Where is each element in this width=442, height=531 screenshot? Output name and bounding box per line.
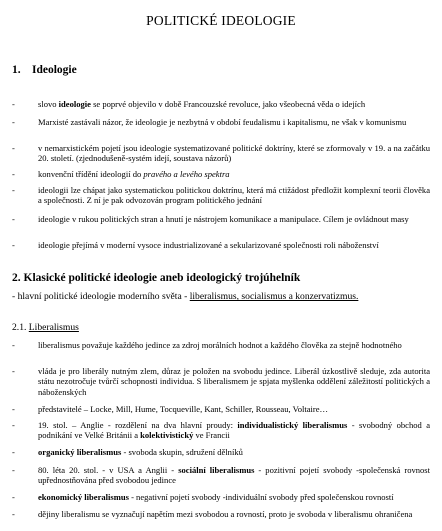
section-2-subtitle: - hlavní politické ideologie moderního světa - liberalismus, socialismus a konzervatizmus. bbox=[12, 291, 359, 302]
section-1-title: Ideologie bbox=[32, 64, 77, 76]
list-item-text: organický liberalismus - svoboda skupin, sdružení dělníků bbox=[38, 447, 243, 457]
list-item-text: Marxisté zastávali názor, že ideologie je nezbytná v období feudalismu i kapitalismu, ne však v komunismu bbox=[38, 117, 407, 127]
section-2-1-heading: 2.1. Liberalismus bbox=[12, 322, 79, 333]
document-title: POLITICKÉ IDEOLOGIE bbox=[146, 13, 296, 28]
list-item-text: liberalismus považuje každého jedince za zdroj morálních hodnot a každého člověka za stejně hodnotného bbox=[38, 340, 402, 350]
bullet-dash: - bbox=[12, 404, 15, 414]
list-item-text: ideologie přejímá v moderní vysoce industrializované a sekularizované společnosti roli náboženství bbox=[38, 240, 379, 250]
section-2-heading: 2. Klasické politické ideologie aneb ideologický trojúhelník bbox=[12, 272, 301, 284]
bullet-dash: - bbox=[12, 492, 15, 502]
bullet-dash: - bbox=[12, 465, 15, 475]
list-item-text: slovo ideologie se poprvé objevilo v době Francouzské revoluce, jako všeobecná věda o idejích bbox=[38, 99, 366, 109]
list-item-text: konvenční třídění ideologií do pravého a levého spektra bbox=[38, 169, 230, 179]
section-1-heading bbox=[12, 64, 77, 76]
list-item-text: ideologie v rukou politických stran a hnutí je nástrojem komunikace a manipulace. Cílem je ovládnout masy bbox=[38, 214, 409, 224]
list-item-text: 80. léta 20. stol. - v USA a Anglii - sociální liberalismus - pozitivní pojetí svobody -společenská rovnost upřednostňována před svobodou jedince bbox=[38, 465, 430, 486]
bullet-dash: - bbox=[12, 366, 15, 376]
bullet-dash: - bbox=[12, 420, 15, 430]
bullet-dash: - bbox=[12, 143, 15, 153]
list-item-text: ekonomický liberalismus - negativní pojetí svobody -individuální svobody před společenskou rovností bbox=[38, 492, 394, 502]
bullet-dash: - bbox=[12, 240, 15, 250]
list-item-text: vláda je pro liberály nutným zlem, důraz je položen na svobodu jedince. Liberál úzkostlivě sleduje, zda autorita státu nezotročuje tvůrčí schopnosti individua. S liberalismem je spjata myšlenka oddělení záležitostí politických a náboženských bbox=[38, 366, 430, 397]
list-item-text: 19. stol. – Anglie - rozdělení na dva hlavní proudy: individualistický liberalismus - svobodný obchod a podnikání ve Velké Británii a kolektivistický ve Francii bbox=[38, 420, 430, 441]
bullet-dash: - bbox=[12, 99, 15, 109]
bullet-dash: - bbox=[12, 340, 15, 350]
list-item-text: v nemarxistickém pojetí jsou ideologie systematizované politické doktríny, které se zformovaly v 19. a na začátku 20. století. (zjednodušeně-systém idejí, soustava názorů) bbox=[38, 143, 430, 164]
bullet-dash: - bbox=[12, 447, 15, 457]
bullet-dash: - bbox=[12, 185, 15, 195]
list-item-text: představitelé – Locke, Mill, Hume, Tocqueville, Kant, Schiller, Rousseau, Voltaire… bbox=[38, 404, 329, 414]
bullet-dash: - bbox=[12, 214, 15, 224]
list-item-text: dějiny liberalismu se vyznačují napětím mezi svobodou a rovností, proto je svoboda v liberalismu ohraničena bbox=[38, 509, 413, 519]
list-item-text: ideologii lze chápat jako systematickou politickou doktrínu, která má ctižádost předložit komplexní teorii člověka a společnosti. Z ní je pak odvozován program politického jednání bbox=[38, 185, 430, 206]
bullet-dash: - bbox=[12, 169, 15, 179]
section-1-number: 1. bbox=[12, 64, 21, 76]
bullet-dash: - bbox=[12, 117, 15, 127]
bullet-dash: - bbox=[12, 509, 15, 519]
